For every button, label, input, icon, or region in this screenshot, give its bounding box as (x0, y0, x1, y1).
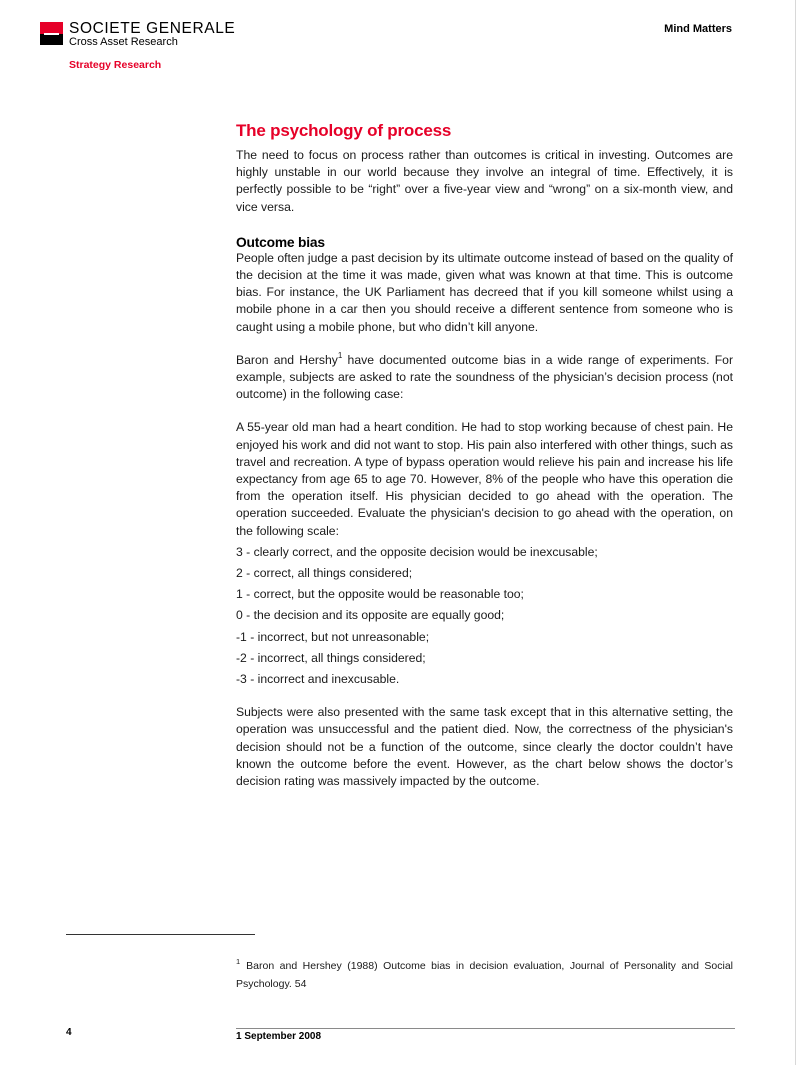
article-title: The psychology of process (236, 121, 452, 140)
scale-item: -2 - incorrect, all things considered; (236, 650, 426, 665)
scale-item: -3 - incorrect and inexcusable. (236, 672, 400, 687)
author-names: Baron and Hershy (236, 352, 338, 367)
footnote (236, 957, 733, 993)
footnote-number: 1 (236, 957, 241, 966)
scale-item: 0 - the decision and its opposite are equally good; (236, 608, 505, 623)
intro-paragraph: The need to focus on process rather than outcomes is critical in investing. Outcomes are highly unstable in our world because they involve an integral of time. Effectively, it is perfectly possible to be “right” over a five-year view and “wrong” on a six-month view, and vice versa. (236, 148, 733, 214)
scale-item: 1 - correct, but the opposite would be reasonable too; (236, 587, 524, 602)
article-body (236, 121, 733, 790)
brand-mark-icon (40, 22, 63, 45)
footnote-text: Baron and Hershey (1988) Outcome bias in decision evaluation, Journal of Personality and Social Psychology. 54 (236, 960, 733, 990)
experiment-text: have documented outcome bias in a wide range of experiments. For example, subjects are asked to rate the soundness of the physician’s decision process (not outcome) in the following case: (236, 352, 733, 402)
footnote-reference[interactable]: 1 (337, 350, 343, 360)
scale-item: 2 - correct, all things considered; (236, 566, 413, 581)
series-title: Mind Matters (664, 23, 732, 35)
conclusion-paragraph: Subjects were also presented with the same task except that in this alternative setting, the operation was unsuccessful and the patient died. Now, the correctness of the physician's decision should not be a function of the outcome, since clearly the doctor couldn’t have known the outcome before the event. However, as the chart below shows the doctor’s decision rating was massively impacted by the outcome. (236, 705, 733, 789)
outcome-bias-paragraph: People often judge a past decision by its ultimate outcome instead of based on the quality of the decision at the time it was made, given what was known at that time. This is outcome bias. For instance, the UK Parliament has decreed that if you kill someone whilst using a mobile phone in a car then you should receive a different sentence from someone who is caught using a mobile phone, but who didn’t kill anyone. (236, 250, 733, 334)
brand-subtitle: Cross Asset Research (69, 36, 178, 48)
scale-item: 3 - clearly correct, and the opposite decision would be inexcusable; (236, 544, 598, 559)
brand-name: SOCIETE GENERALE (69, 20, 236, 37)
experiment-paragraph (236, 352, 733, 404)
case-paragraph: A 55-year old man had a heart condition. He had to stop working because of chest pain. He enjoyed his work and did not want to stop. His pain also interfered with other things, such as travel and recreation. A type of bypass operation would relieve his pain and increase his life expectancy from age 65 to age 70. However, 8% of the people who have this operation die from the operation itself. His physician decided to go ahead with the operation. The operation succeeded. Evaluate the physician's decision to go ahead with the operation, on the following scale: (236, 420, 733, 538)
section-label: Strategy Research (69, 59, 162, 71)
page-number: 4 (66, 1027, 72, 1038)
footer-divider (236, 1028, 735, 1029)
publication-date: 1 September 2008 (236, 1031, 322, 1042)
section-heading: Outcome bias (236, 234, 325, 250)
footnote-divider (66, 934, 255, 935)
scale-item: -1 - incorrect, but not unreasonable; (236, 629, 430, 644)
